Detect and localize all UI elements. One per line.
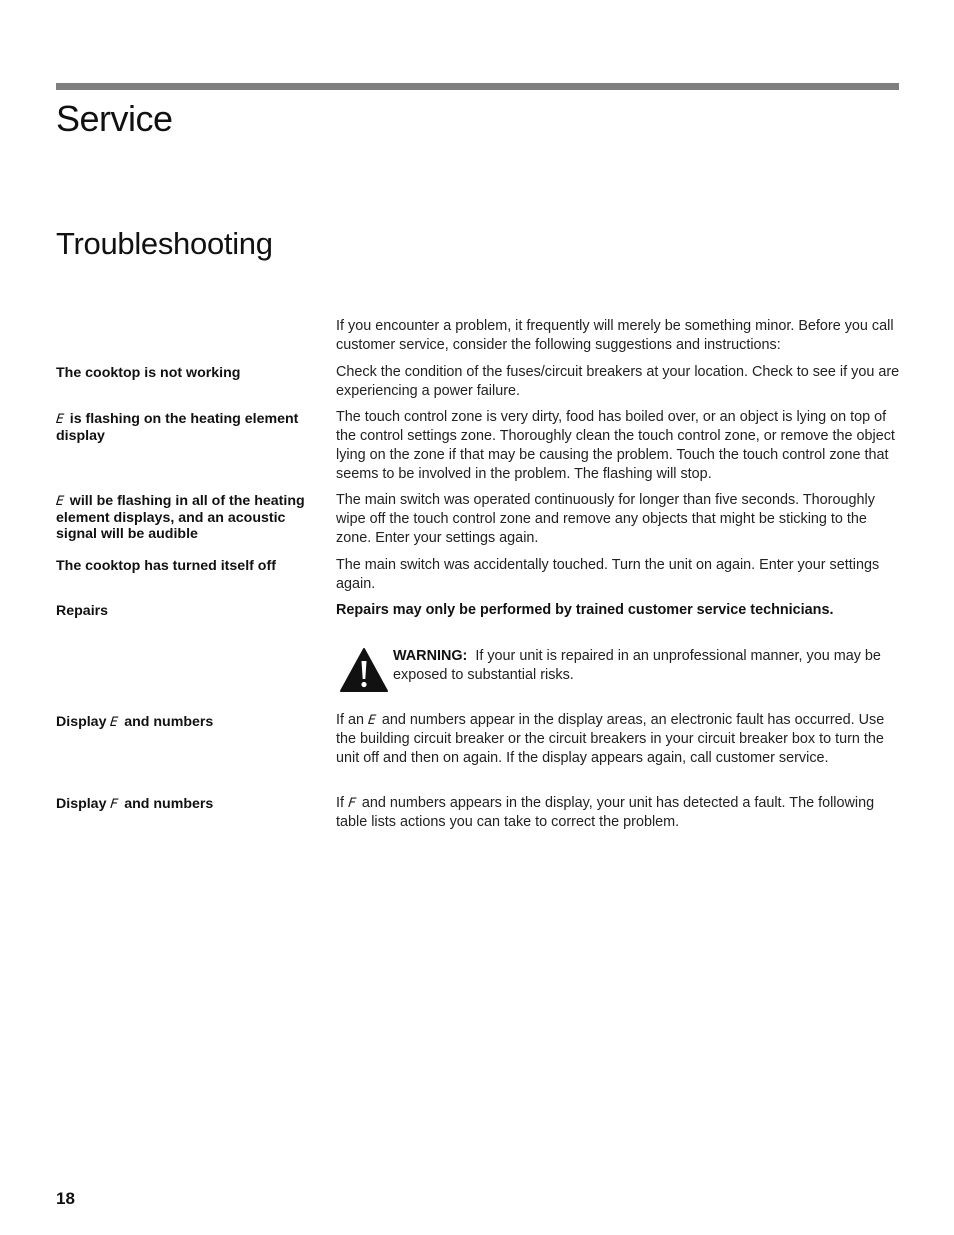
page-number: 18: [56, 1189, 75, 1208]
solution-text: and numbers appear in the display areas, an electronic fault has occurred. Use the building circuit breaker or the circuit breakers in your circuit breaker box to turn the unit off and then on again. If the display appears again, call customer service.: [336, 712, 885, 766]
warning-label: WARNING:: [393, 648, 468, 664]
problem-label-turned-off: The cooktop has turned itself off: [56, 558, 276, 574]
warning-message: If your unit is repaired in an unprofessional manner, you may be exposed to substantial risks.: [393, 648, 881, 683]
problem-label-suffix: and numbers: [124, 796, 214, 812]
problem-label-suffix: and numbers: [124, 714, 214, 730]
top-rule: [56, 83, 899, 90]
solution-prefix: If an: [336, 712, 365, 728]
section-title: Service: [56, 98, 173, 139]
problem-label-prefix: Display: [56, 714, 107, 730]
problem-label-text: will be flashing in all of the heating element displays, and an acoustic signal will be audible: [56, 493, 305, 542]
solution-e-flashing: The touch control zone is very dirty, food has boiled over, or an object is lying on top of the control settings zone. Thoroughly clean the touch control zone, or remove the object lying on the zone if that may be causing the problem. Touch the touch control zone that seems to be involved in the problem. The flashing will stop.: [336, 409, 895, 482]
solution-prefix: If: [336, 795, 344, 811]
solution-not-working: Check the condition of the fuses/circuit breakers at your location. Check to see if you are experiencing a power failure.: [336, 364, 900, 399]
solution-e-all-displays: The main switch was operated continuously for longer than five seconds. Thoroughly wipe off the touch control zone and remove any objects that might be sticking to the zone. Enter your settings again.: [336, 492, 875, 546]
solution-turned-off: The main switch was accidentally touched. Turn the unit on again. Enter your settings again.: [336, 557, 880, 592]
segment-glyph-e: E: [55, 412, 65, 427]
solution-text: and numbers appears in the display, your unit has detected a fault. The following table lists actions you can take to correct the problem.: [336, 795, 875, 830]
segment-glyph-f: F: [347, 796, 357, 811]
warning-text-block: [393, 647, 898, 685]
solution-repairs: Repairs may only be performed by trained customer service technicians.: [336, 602, 834, 618]
segment-glyph-e: E: [109, 715, 120, 730]
problem-label-not-working: The cooktop is not working: [56, 365, 241, 381]
solution-display-f: [336, 794, 901, 832]
segment-glyph-e: E: [367, 713, 377, 728]
segment-glyph-e: E: [55, 494, 65, 509]
problem-label-repairs: Repairs: [56, 603, 109, 619]
warning-box: [336, 644, 901, 694]
problem-label-e-all-displays: [56, 493, 306, 542]
problem-label-prefix: Display: [56, 796, 107, 812]
problem-label-display-f: [56, 796, 306, 813]
warning-triangle-icon: [339, 647, 389, 693]
problem-label-text: is flashing on the heating element display: [56, 411, 299, 444]
solution-display-e: [336, 711, 901, 768]
subsection-title: Troubleshooting: [56, 226, 273, 261]
problem-label-e-flashing: [56, 411, 306, 444]
intro-paragraph: If you encounter a problem, it frequently will merely be something minor. Before you call customer service, consider the following suggestions and instructions:: [336, 318, 894, 353]
segment-glyph-f: F: [109, 797, 120, 812]
problem-label-display-e: [56, 714, 306, 731]
